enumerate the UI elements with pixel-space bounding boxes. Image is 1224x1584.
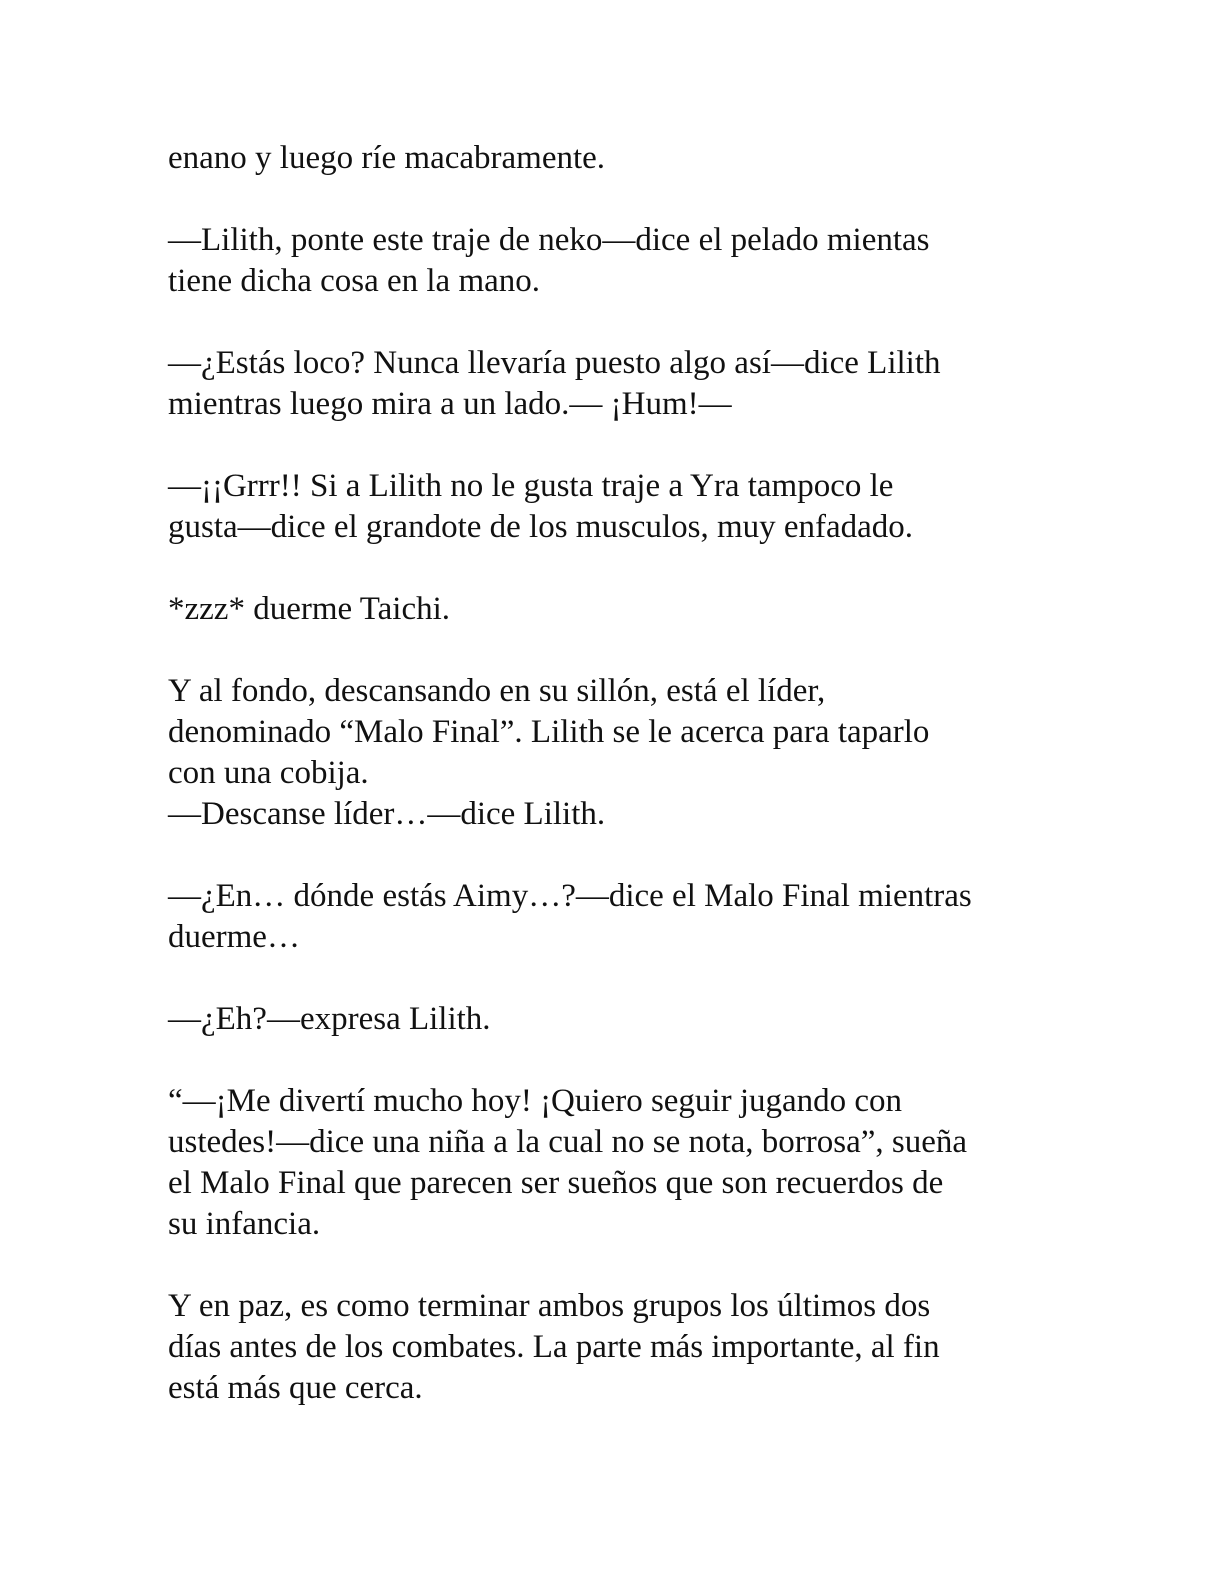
text-line: con una cobija.	[168, 755, 369, 791]
text-line: *zzz* duerme Taichi.	[168, 591, 451, 627]
text-line: enano y luego ríe macabramente.	[168, 140, 606, 176]
text-line: —¡¡Grrr!! Si a Lilith no le gusta traje a Yra tampoco le	[168, 468, 894, 504]
body-text	[168, 138, 1048, 1409]
text-line: ustedes!—dice una niña a la cual no se nota, borrosa”, sueña	[168, 1124, 968, 1160]
paragraph	[168, 876, 1048, 958]
paragraph	[168, 220, 1048, 302]
text-line: tiene dicha cosa en la mano.	[168, 263, 541, 299]
text-line: el Malo Final que parecen ser sueños que son recuerdos de	[168, 1165, 944, 1201]
text-line: su infancia.	[168, 1206, 321, 1242]
paragraph	[168, 138, 1048, 179]
text-line: mientras luego mira a un lado.— ¡Hum!—	[168, 386, 732, 422]
text-line: duerme…	[168, 919, 300, 955]
text-line: denominado “Malo Final”. Lilith se le acerca para taparlo	[168, 714, 930, 750]
text-line: está más que cerca.	[168, 1370, 423, 1406]
text-line: —Lilith, ponte este traje de neko—dice el pelado mientas	[168, 222, 930, 258]
paragraph	[168, 589, 1048, 630]
paragraph	[168, 1286, 1048, 1409]
paragraph	[168, 999, 1048, 1040]
text-line: días antes de los combates. La parte más importante, al fin	[168, 1329, 940, 1365]
text-line: Y al fondo, descansando en su sillón, está el líder,	[168, 673, 826, 709]
paragraph	[168, 343, 1048, 425]
text-line: gusta—dice el grandote de los musculos, muy enfadado.	[168, 509, 914, 545]
paragraph	[168, 1081, 1048, 1245]
text-line: “—¡Me divertí mucho hoy! ¡Quiero seguir jugando con	[168, 1083, 903, 1119]
paragraph	[168, 671, 1048, 835]
text-line: Y en paz, es como terminar ambos grupos los últimos dos	[168, 1288, 931, 1324]
paragraph	[168, 466, 1048, 548]
text-line: —Descanse líder…—dice Lilith.	[168, 796, 606, 832]
text-line: —¿Estás loco? Nunca llevaría puesto algo así—dice Lilith	[168, 345, 941, 381]
text-line: —¿Eh?—expresa Lilith.	[168, 1001, 491, 1037]
text-line: —¿En… dónde estás Aimy…?—dice el Malo Final mientras	[168, 878, 972, 914]
